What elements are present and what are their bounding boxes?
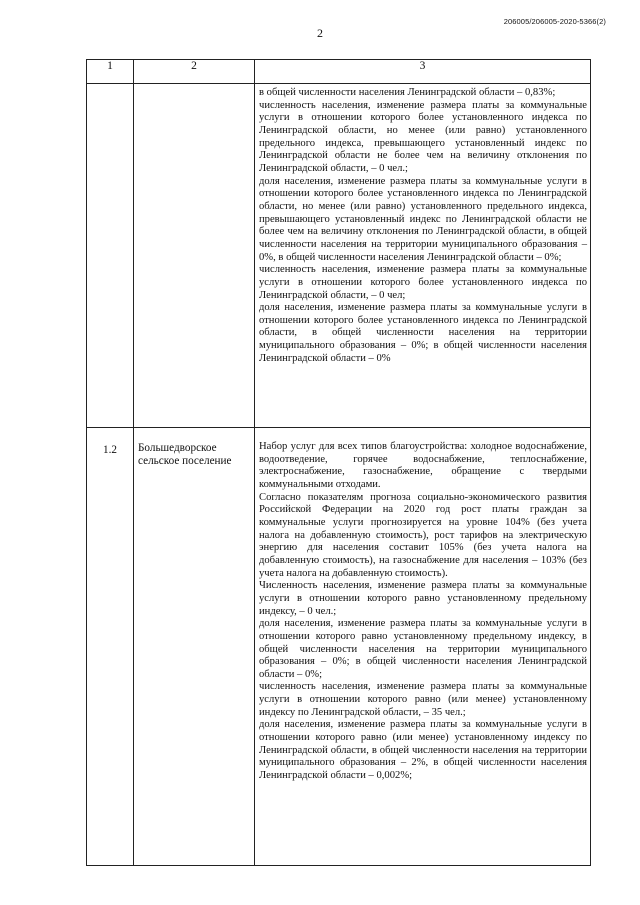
paragraph: численность населения, изменение размера платы за коммунальные услуги в отношении которого равно (или менее) установленному индексу по Ленинградской области, – 35 чел.;: [259, 681, 587, 718]
table-row: [87, 84, 591, 428]
row-number: 1.2: [87, 428, 134, 866]
paragraph: доля населения, изменение размера платы за коммунальные услуги в отношении которого равно установленному предельному индексу, в общей численности населения на территории муниципального образования – 0%; в общей численности населения Ленинградской области – 0%;: [259, 618, 587, 680]
document-code: 206005/206005-2020-5366(2): [503, 17, 606, 26]
paragraph: численность населения, изменение размера платы за коммунальные услуги в отношении которого более установленного индекса по Ленинградской области, но менее (или равно) установленного предельного индекса, превышающего установленный индекс по Ленинградской области не более чем на величину отклонения по Ленинградской области, – 0 чел.;: [259, 99, 587, 174]
paragraph: в общей численности населения Ленинградской области – 0,83%;: [259, 87, 556, 98]
paragraph: Численность населения, изменение размера платы за коммунальные услуги в отношении которого равно установленному предельному индексу, – 0 чел.;: [259, 580, 587, 617]
page-number: 2: [317, 26, 323, 40]
settlement-name: [134, 84, 255, 428]
column-header-3: 3: [255, 60, 591, 84]
row-number: [87, 84, 134, 428]
table-header-row: [87, 60, 591, 84]
paragraph: доля населения, изменение размера платы за коммунальные услуги в отношении которого равно (или менее) установленному индексу по Ленинградской области, в общей численности населения на территории муниципального образования – 2%, в общей численности населения Ленинградской области – 0,002%;: [259, 719, 587, 782]
column-header-2: 2: [134, 60, 255, 84]
paragraph: Набор услуг для всех типов благоустройства: холодное водоснабжение, водоотведение, горячее водоснабжение, теплоснабжение, электроснабжение, газоснабжение, обращение с твердыми коммунальными отходами.: [259, 441, 587, 490]
table-row: [87, 428, 591, 866]
paragraph: численность населения, изменение размера платы за коммунальные услуги в отношении которого более установленного индекса по Ленинградской области, – 0 чел;: [259, 264, 587, 301]
row-description: [255, 84, 591, 428]
paragraph: доля населения, изменение размера платы за коммунальные услуги в отношении которого более установленного индекса по Ленинградской области, в общей численности населения на территории муниципального образования – 0%; в общей численности населения Ленинградской области – 0%: [259, 302, 587, 364]
paragraph: Согласно показателям прогноза социально-экономического развития Российской Федерации на 2020 год рост платы граждан за коммунальные услуги прогнозируется на уровне 104% (без учета налога на добавленную стоимость), рост тарифов на электрическую энергию для населения составит 105% (без учета налога на добавленную стоимость), на газоснабжение для населения – 103% (без учета налога на добавленную стоимость).: [259, 491, 587, 579]
column-header-1: 1: [87, 60, 134, 84]
paragraph: доля населения, изменение размера платы за коммунальные услуги в отношении которого более установленного индекса по Ленинградской области, но менее (или равно) установленного предельного индекса, превышающего установленный индекс по Ленинградской области не более чем на величину отклонения по Ленинградской области, в общей численности населения на территории муниципального образования – 0%, в общей численности населения Ленинградской области – 0%;: [259, 175, 587, 263]
settlement-name: Большедворское сельское поселение: [134, 428, 255, 866]
row-description: [255, 428, 591, 866]
data-table: [86, 59, 591, 866]
